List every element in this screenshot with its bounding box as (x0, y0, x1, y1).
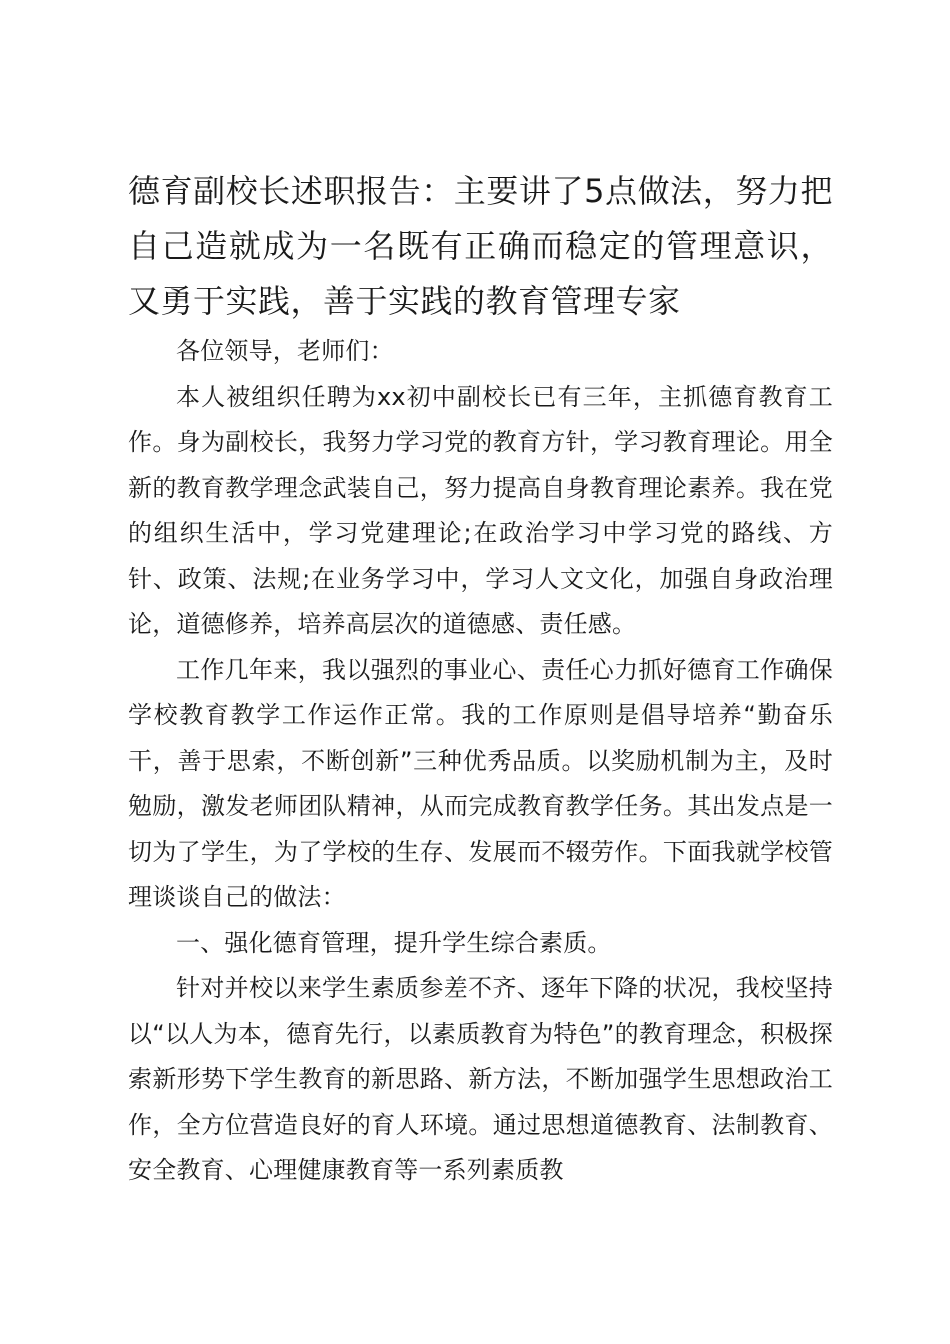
paragraph-moral-education: 针对并校以来学生素质参差不齐、逐年下降的状况，我校坚持以“以人为本，德育先行，以素质教育为特色”的教育理念，积极探索新形势下学生教育的新思路、新方法，不断加强学生思想政治工作，全方位营造良好的育人环境。通过思想道德教育、法制教育、安全教育、心理健康教育等一系列素质教 (128, 974, 833, 1184)
section-heading-1: 一、强化德育管理，提升学生综合素质。 (176, 928, 612, 957)
document-title: 德育副校长述职报告：主要讲了5点做法，努力把自己造就成为一名既有正确而稳定的管理意识，又勇于实践，善于实践的教育管理专家 (128, 172, 833, 320)
paragraph-intro: 本人被组织任聘为xx初中副校长已有三年，主抓德育教育工作。身为副校长，我努力学习党的教育方针，学习教育理论。用全新的教育教学理念武装自己，努力提高自身教育理论素养。我在党的组织生活中，学习党建理论;在政治学习中学习党的路线、方针、政策、法规;在业务学习中，学习人文文化，加强自身政治理论，道德修养，培养高层次的道德感、责任感。 (128, 382, 833, 638)
document-body (128, 164, 833, 1194)
paragraph-work-principles: 工作几年来，我以强烈的事业心、责任心力抓好德育工作确保学校教育教学工作运作正常。我的工作原则是倡导培养“勤奋乐干，善于思索，不断创新”三种优秀品质。以奖励机制为主，及时勉励，激发老师团队精神，从而完成教育教学任务。其出发点是一切为了学生，为了学校的生存、发展而不辍劳作。下面我就学校管理谈谈自己的做法： (128, 655, 833, 911)
greeting-line: 各位领导，老师们： (176, 337, 394, 365)
